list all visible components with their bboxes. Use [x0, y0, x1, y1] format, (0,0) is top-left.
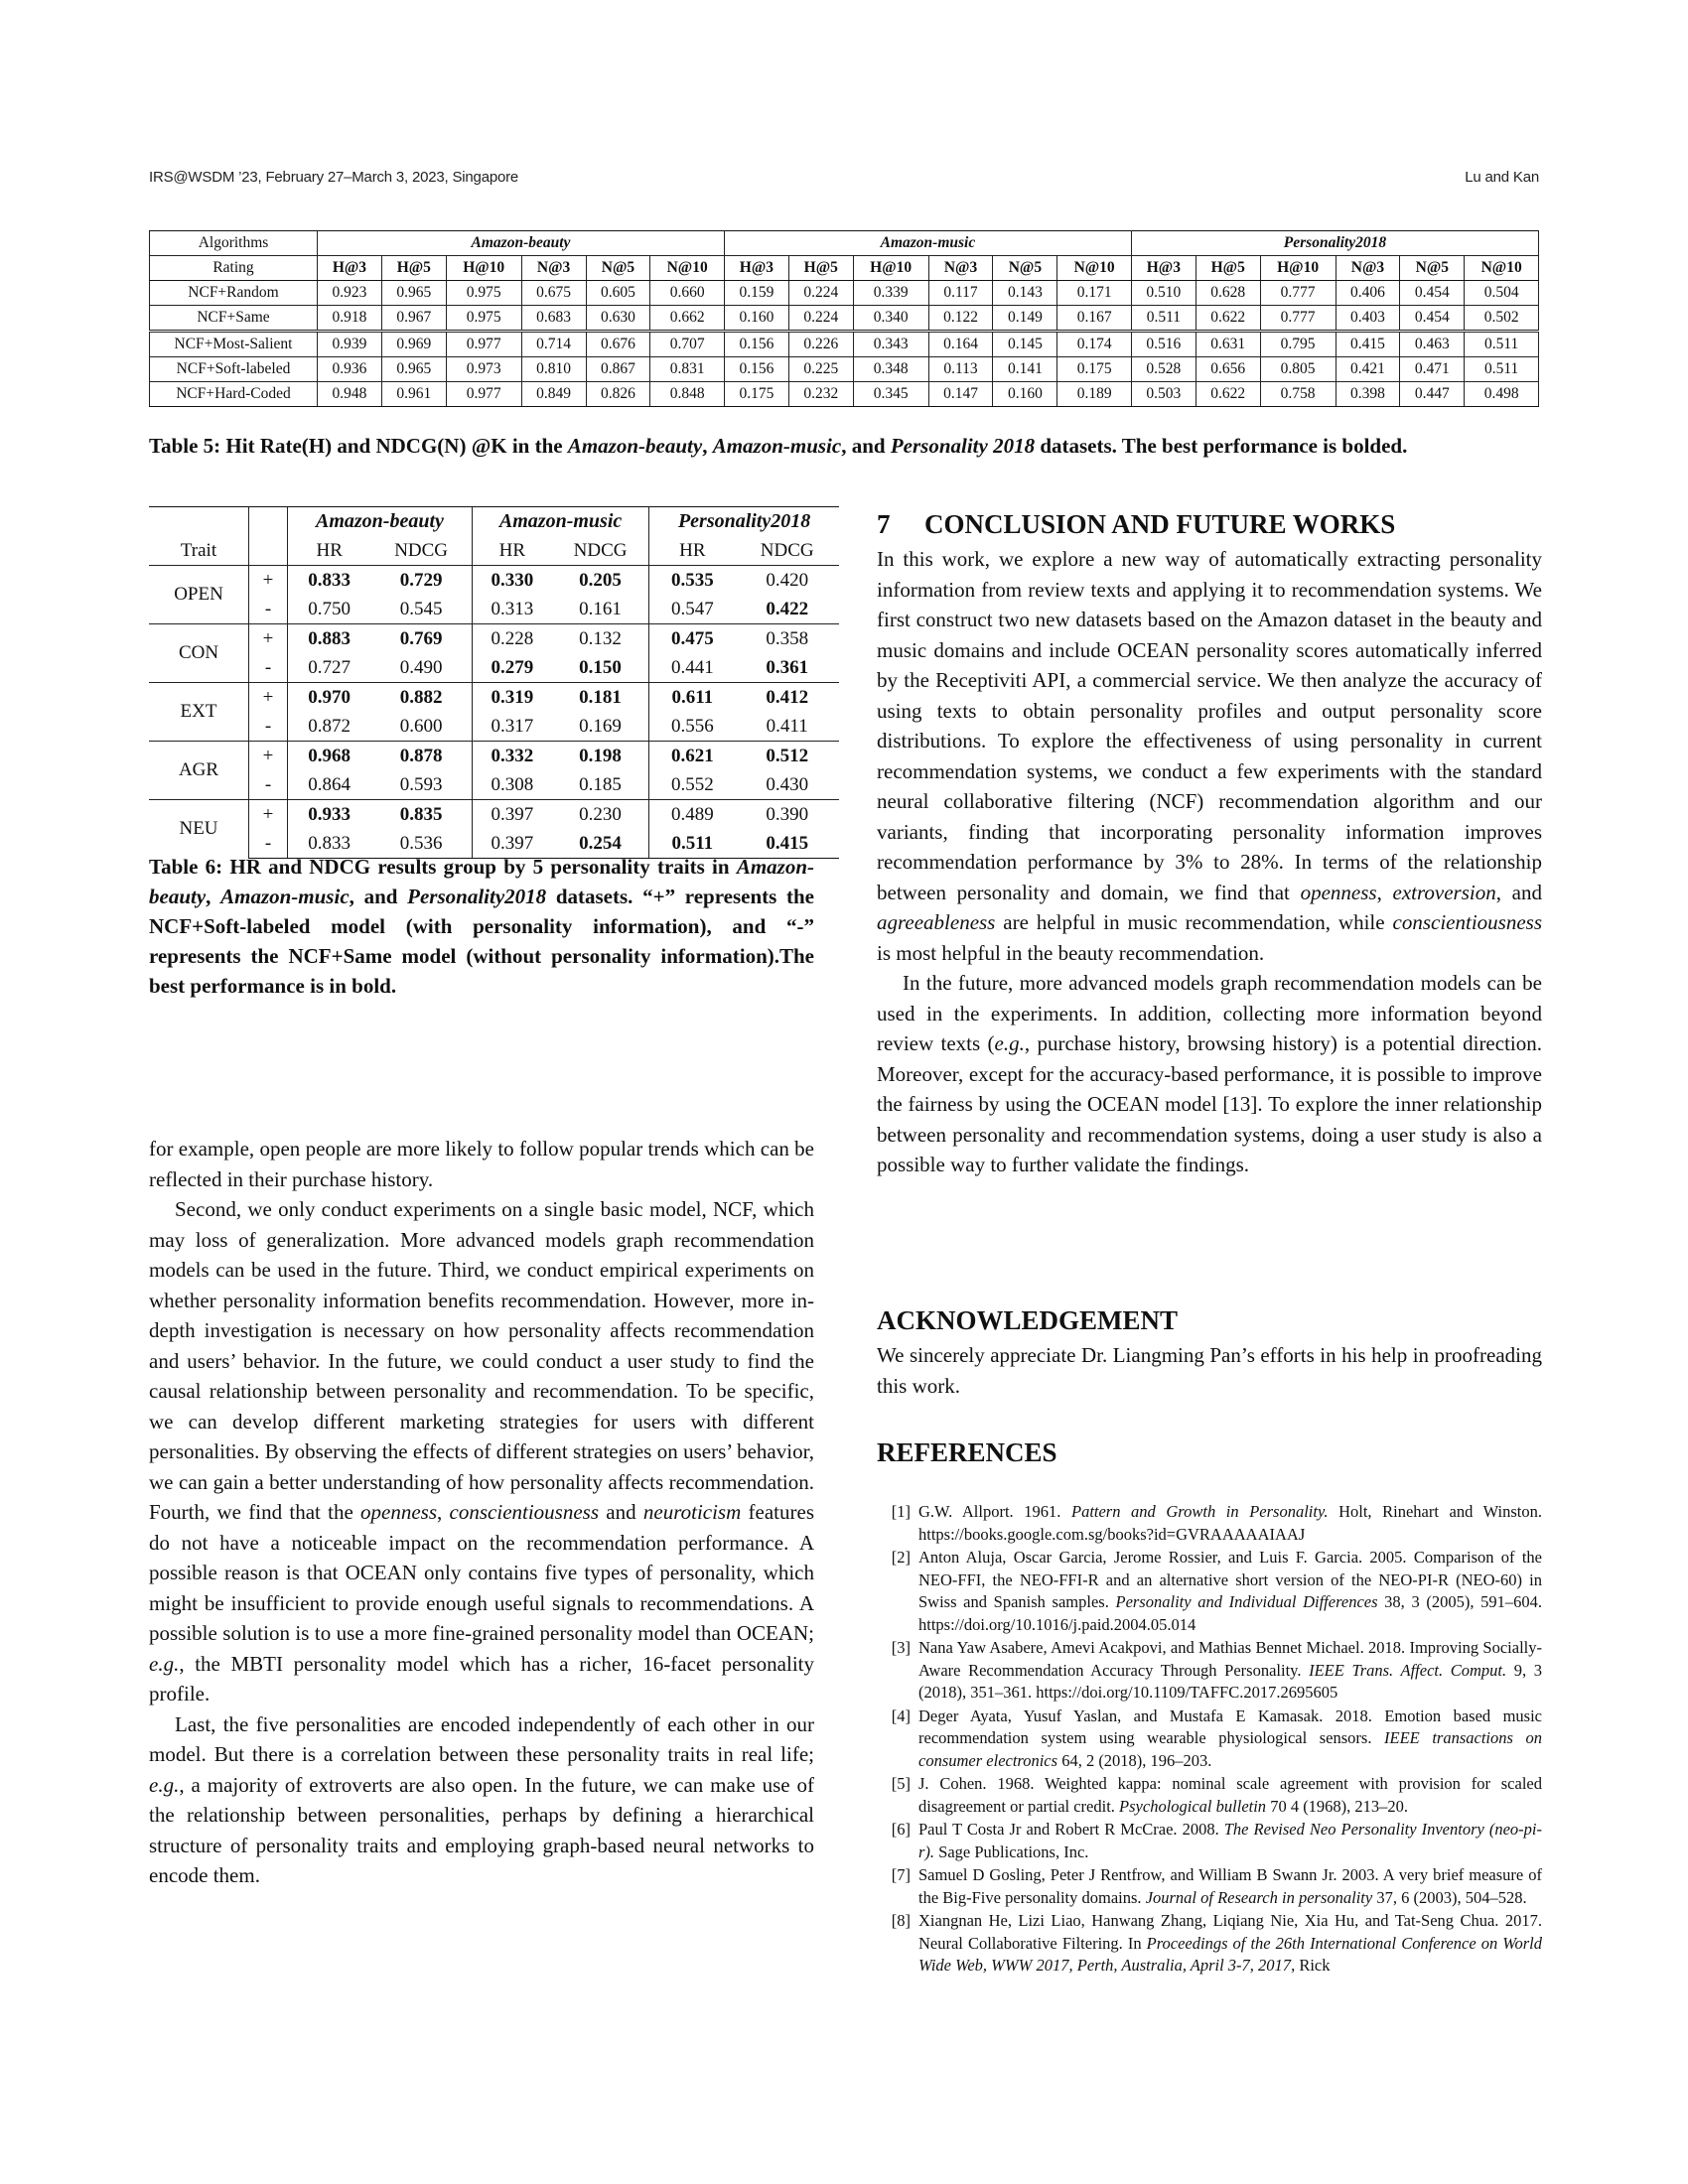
- trait-name: AGR: [149, 742, 249, 800]
- table-5: [149, 230, 1539, 407]
- sign-cell: +: [249, 683, 288, 713]
- reference-number: [5]: [891, 1774, 911, 1793]
- table-cell: 0.339: [853, 281, 928, 306]
- section-heading: 7 CONCLUSION AND FUTURE WORKS: [877, 509, 1396, 539]
- table-cell: 0.676: [586, 332, 650, 357]
- table-cell: 0.412: [735, 683, 839, 713]
- algorithms-header: Algorithms: [150, 231, 318, 256]
- table-cell: 0.965: [381, 357, 446, 382]
- table-cell: 0.181: [552, 683, 649, 713]
- metric-header: N@5: [1400, 256, 1465, 281]
- table-cell: 0.463: [1400, 332, 1465, 357]
- sign-cell: -: [249, 770, 288, 800]
- table-cell: 0.156: [724, 332, 788, 357]
- trait-name: EXT: [149, 683, 249, 742]
- table-cell: 0.332: [472, 742, 551, 771]
- table-5-metric-header: [150, 256, 1539, 281]
- table-cell: 0.707: [650, 332, 725, 357]
- table-row: [149, 800, 839, 830]
- sign-cell: -: [249, 653, 288, 683]
- sign-cell: +: [249, 566, 288, 596]
- reference-number: [1]: [891, 1502, 911, 1521]
- metric-header: H@10: [1260, 256, 1336, 281]
- sign-cell: +: [249, 742, 288, 771]
- table-cell: 0.512: [735, 742, 839, 771]
- table-cell: 0.662: [650, 306, 725, 332]
- table-cell: 0.660: [650, 281, 725, 306]
- table-cell: 0.390: [735, 800, 839, 830]
- reference-text: Anton Aluja, Oscar Garcia, Jerome Rossier, and Luis F. Garcia. 2005. Comparison of the NEO-FFI, the NEO-FFI-R and an alternative short version of the NEO-PI-R (NEO-60) in Swiss and Spanish samples. Personality and Individual Differences 38, 3 (2005), 591–604. https://doi.org/10.1016/j.paid.2004.05.014: [918, 1548, 1542, 1634]
- paragraph: In the future, more advanced models graph recommendation models can be used in the experiments. In addition, collecting more information beyond review texts (e.g., purchase history, browsing history) is a potential direction. Moreover, except for the accuracy-based performance, it is possible to improve the fairness by using the OCEAN model [13]. To explore the inner relationship between personality and recommendation systems, doing a user study is also a possible way to further validate the findings.: [877, 971, 1542, 1176]
- reference-item: [877, 1910, 1542, 1978]
- table-cell: 0.528: [1131, 357, 1196, 382]
- table-cell: 0.504: [1465, 281, 1539, 306]
- table-6-group-header: [149, 507, 839, 537]
- table-cell: 0.160: [724, 306, 788, 332]
- table-cell: 0.224: [788, 281, 853, 306]
- table-cell: 0.430: [766, 773, 809, 795]
- table-cell: 0.777: [1260, 306, 1336, 332]
- section-heading: ACKNOWLEDGEMENT: [877, 1305, 1179, 1335]
- table-cell: 0.769: [370, 624, 472, 654]
- table-cell: 0.156: [724, 357, 788, 382]
- table-cell: 0.878: [370, 742, 472, 771]
- table-cell: 0.411: [766, 715, 808, 737]
- metric-header: N@3: [928, 256, 993, 281]
- algorithm-name: NCF+Soft-labeled: [150, 357, 318, 382]
- table-cell: 0.714: [521, 332, 586, 357]
- table-cell: 0.361: [766, 656, 809, 678]
- table-cell: 0.319: [472, 683, 551, 713]
- table-cell: 0.849: [521, 382, 586, 407]
- table-cell: 0.622: [1196, 306, 1260, 332]
- group-header-personality2018: Personality2018: [1131, 231, 1538, 256]
- reference-text: J. Cohen. 1968. Weighted kappa: nominal scale agreement with provision for scaled disagreement or partial credit. Psychological bulletin 70 4 (1968), 213–20.: [918, 1774, 1542, 1816]
- reference-text: Xiangnan He, Lizi Liao, Hanwang Zhang, Liqiang Nie, Xia Hu, and Tat-Seng Chua. 2017. Neural Collaborative Filtering. In Proceedings of the 26th International Conference on World Wide Web, WWW 2017, Perth, Australia, April 3-7, 2017, Rick: [918, 1911, 1542, 1975]
- table-cell: 0.164: [928, 332, 993, 357]
- reference-text: Samuel D Gosling, Peter J Rentfrow, and William B Swann Jr. 2003. A very brief measure of the Big-Five personality domains. Journal of Research in personality 37, 6 (2003), 504–528.: [918, 1865, 1542, 1907]
- group-header-amazon-music: Amazon-music: [724, 231, 1131, 256]
- table-cell: 0.511: [649, 829, 736, 859]
- algorithm-name: NCF+Same: [150, 306, 318, 332]
- table-cell: 0.727: [288, 653, 371, 683]
- table-cell: 0.810: [521, 357, 586, 382]
- table-cell: 0.835: [370, 800, 472, 830]
- table-row: [149, 624, 839, 654]
- metric-header: N@3: [521, 256, 586, 281]
- left-column-body: [149, 1134, 814, 1891]
- table-cell: 0.397: [472, 800, 551, 830]
- table-cell: 0.511: [1465, 357, 1539, 382]
- reference-number: [6]: [891, 1820, 911, 1839]
- references-heading-block: [877, 1434, 1542, 1470]
- table-cell: 0.970: [288, 683, 371, 713]
- conclusion-section: [877, 506, 1542, 1180]
- table-5-caption: Table 5: Hit Rate(H) and NDCG(N) @K in the Amazon-beauty, Amazon-music, and Personality 2018 datasets. The best performance is bolded.: [149, 434, 1408, 458]
- table-cell: 0.122: [928, 306, 993, 332]
- metric-header: N@10: [650, 256, 725, 281]
- table-row: [150, 332, 1539, 357]
- table-cell: 0.948: [318, 382, 382, 407]
- acknowledgement-section: [877, 1302, 1542, 1401]
- table-cell: 0.605: [586, 281, 650, 306]
- table-cell: 0.969: [381, 332, 446, 357]
- sign-cell: +: [249, 800, 288, 830]
- table-row: [149, 595, 839, 624]
- table-cell: 0.621: [649, 742, 736, 771]
- reference-number: [4]: [891, 1706, 911, 1725]
- sign-cell: +: [249, 624, 288, 654]
- reference-item: [877, 1773, 1542, 1818]
- table-cell: 0.547: [649, 595, 736, 624]
- table-cell: 0.556: [649, 712, 736, 742]
- table-cell: 0.975: [446, 281, 521, 306]
- table-cell: 0.503: [1131, 382, 1196, 407]
- table-cell: 0.750: [288, 595, 371, 624]
- table-cell: 0.145: [993, 332, 1057, 357]
- reference-text: Paul T Costa Jr and Robert R McCrae. 2008. The Revised Neo Personality Inventory (neo-pi-r). Sage Publications, Inc.: [918, 1820, 1542, 1861]
- table-cell: 0.185: [579, 773, 622, 795]
- table-cell: 0.415: [1336, 332, 1400, 357]
- table-cell: 0.631: [1196, 332, 1260, 357]
- running-header: [149, 169, 1539, 186]
- table-cell: 0.805: [1260, 357, 1336, 382]
- metric-header: N@5: [586, 256, 650, 281]
- table-6-metric-header: Trait HR NDCG HR NDCG HR NDCG: [149, 536, 839, 566]
- table-cell: 0.198: [552, 742, 649, 771]
- table-cell: 0.675: [521, 281, 586, 306]
- table-cell: 0.422: [766, 598, 809, 619]
- table-cell: 0.475: [649, 624, 736, 654]
- table-cell: 0.826: [586, 382, 650, 407]
- table-cell: 0.225: [788, 357, 853, 382]
- table-cell: 0.977: [446, 332, 521, 357]
- table-cell: 0.758: [1260, 382, 1336, 407]
- table-cell: 0.918: [318, 306, 382, 332]
- metric-header: H@3: [724, 256, 788, 281]
- group-header-amazon-beauty: Amazon-beauty: [288, 507, 473, 537]
- metric-header: N@3: [1336, 256, 1400, 281]
- section-heading: REFERENCES: [877, 1437, 1057, 1467]
- running-header-venue: IRS@WSDM ’23, February 27–March 3, 2023, Singapore: [149, 169, 519, 186]
- paragraph: for example, open people are more likely to follow popular trends which can be reflected in their purchase history.: [149, 1137, 814, 1191]
- table-cell: 0.502: [1465, 306, 1539, 332]
- table-cell: 0.279: [472, 653, 551, 683]
- table-row: [150, 306, 1539, 332]
- table-row: [149, 770, 839, 800]
- table-cell: 0.535: [649, 566, 736, 596]
- metric-header: N@10: [1465, 256, 1539, 281]
- table-cell: 0.882: [370, 683, 472, 713]
- reference-item: [877, 1547, 1542, 1636]
- table-cell: 0.864: [288, 770, 371, 800]
- metric-header: H@3: [318, 256, 382, 281]
- table-cell: 0.174: [1057, 332, 1132, 357]
- table-cell: 0.345: [853, 382, 928, 407]
- table-cell: 0.536: [370, 829, 472, 859]
- metric-header: N@5: [993, 256, 1057, 281]
- table-cell: 0.490: [399, 656, 443, 678]
- table-cell: 0.169: [579, 715, 622, 737]
- table-cell: 0.511: [1465, 332, 1539, 357]
- table-cell: 0.160: [993, 382, 1057, 407]
- sign-cell: -: [249, 595, 288, 624]
- table-cell: 0.447: [1400, 382, 1465, 407]
- table-cell: 0.141: [993, 357, 1057, 382]
- table-cell: 0.189: [1057, 382, 1132, 407]
- references-list: [877, 1501, 1542, 1979]
- table-cell: 0.348: [853, 357, 928, 382]
- table-cell: 0.729: [370, 566, 472, 596]
- algorithm-name: NCF+Random: [150, 281, 318, 306]
- trait-name: NEU: [149, 800, 249, 859]
- sign-cell: -: [249, 829, 288, 859]
- table-cell: 0.967: [381, 306, 446, 332]
- table-cell: 0.254: [552, 829, 649, 859]
- table-cell: 0.441: [649, 653, 736, 683]
- table-cell: 0.113: [928, 357, 993, 382]
- table-cell: 0.961: [381, 382, 446, 407]
- table-cell: 0.161: [579, 598, 622, 619]
- table-cell: 0.683: [521, 306, 586, 332]
- table-cell: 0.454: [1400, 281, 1465, 306]
- table-cell: 0.848: [650, 382, 725, 407]
- table-cell: 0.933: [288, 800, 371, 830]
- table-cell: 0.343: [853, 332, 928, 357]
- table-cell: 0.117: [928, 281, 993, 306]
- reference-text: Deger Ayata, Yusuf Yaslan, and Mustafa E Kamasak. 2018. Emotion based music recommendation system using wearable physiological sensors. IEEE transactions on consumer electronics 64, 2 (2018), 196–203.: [918, 1706, 1542, 1770]
- metric-header: H@5: [788, 256, 853, 281]
- table-row: [150, 382, 1539, 407]
- table-cell: 0.498: [1465, 382, 1539, 407]
- reference-number: [2]: [891, 1548, 911, 1567]
- reference-item: [877, 1864, 1542, 1909]
- table-cell: 0.795: [1260, 332, 1336, 357]
- reference-item: [877, 1819, 1542, 1863]
- table-cell: 0.313: [472, 595, 551, 624]
- table-5-group-header: [150, 231, 1539, 256]
- table-row: [150, 281, 1539, 306]
- running-header-authors: Lu and Kan: [1465, 169, 1539, 186]
- table-row: [149, 742, 839, 771]
- table-cell: 0.330: [472, 566, 551, 596]
- table-cell: 0.171: [1057, 281, 1132, 306]
- table-row: [149, 653, 839, 683]
- table-cell: 0.232: [788, 382, 853, 407]
- algorithm-name: NCF+Hard-Coded: [150, 382, 318, 407]
- sign-cell: -: [249, 712, 288, 742]
- table-cell: 0.593: [399, 773, 443, 795]
- table-cell: 0.403: [1336, 306, 1400, 332]
- table-cell: 0.936: [318, 357, 382, 382]
- table-row: [149, 566, 839, 596]
- table-cell: 0.150: [579, 656, 622, 678]
- table-cell: 0.406: [1336, 281, 1400, 306]
- table-cell: 0.923: [318, 281, 382, 306]
- table-cell: 0.230: [552, 800, 649, 830]
- table-cell: 0.340: [853, 306, 928, 332]
- table-cell: 0.600: [399, 715, 443, 737]
- reference-number: [8]: [891, 1911, 911, 1930]
- metric-header: H@3: [1131, 256, 1196, 281]
- reference-text: G.W. Allport. 1961. Pattern and Growth in Personality. Holt, Rinehart and Winston. https://books.google.com.sg/books?id=GVRAAAAAIAAJ: [918, 1502, 1542, 1544]
- table-cell: 0.149: [993, 306, 1057, 332]
- paragraph: We sincerely appreciate Dr. Liangming Pan’s efforts in his help in proofreading this work.: [877, 1343, 1542, 1398]
- table-cell: 0.147: [928, 382, 993, 407]
- reference-item: [877, 1637, 1542, 1705]
- table-cell: 0.833: [288, 566, 371, 596]
- table-6: [149, 506, 839, 859]
- table-cell: 0.872: [288, 712, 371, 742]
- table-cell: 0.143: [993, 281, 1057, 306]
- table-cell: 0.777: [1260, 281, 1336, 306]
- table-cell: 0.939: [318, 332, 382, 357]
- table-cell: 0.975: [446, 306, 521, 332]
- table-cell: 0.883: [288, 624, 371, 654]
- table-cell: 0.398: [1336, 382, 1400, 407]
- table-cell: 0.224: [788, 306, 853, 332]
- reference-number: [7]: [891, 1865, 911, 1884]
- trait-name: OPEN: [149, 566, 249, 624]
- table-cell: 0.175: [724, 382, 788, 407]
- table-cell: 0.977: [446, 382, 521, 407]
- metric-header: H@10: [853, 256, 928, 281]
- group-header-amazon-beauty: Amazon-beauty: [318, 231, 725, 256]
- table-cell: 0.552: [649, 770, 736, 800]
- table-cell: 0.308: [472, 770, 551, 800]
- table-row: [149, 712, 839, 742]
- reference-text: Nana Yaw Asabere, Amevi Acakpovi, and Mathias Bennet Michael. 2018. Improving Socially-Aware Recommendation Accuracy Through Personality. IEEE Trans. Affect. Comput. 9, 3 (2018), 351–361. https://doi.org/10.1109/TAFFC.2017.2695605: [918, 1638, 1542, 1702]
- table-6-body: [149, 566, 839, 859]
- reference-item: [877, 1706, 1542, 1773]
- table-cell: 0.317: [472, 712, 551, 742]
- table-cell: 0.833: [288, 829, 371, 859]
- paragraph: Last, the five personalities are encoded independently of each other in our model. But there is a correlation between these personality traits in real life; e.g., a majority of extroverts are also open. In the future, we can make use of the relationship between personalities, perhaps by defining a hierarchical structure of personality traits and employing graph-based neural networks to encode them.: [149, 1711, 814, 1887]
- table-cell: 0.965: [381, 281, 446, 306]
- table-cell: 0.415: [735, 829, 839, 859]
- metric-header: H@5: [381, 256, 446, 281]
- table-cell: 0.656: [1196, 357, 1260, 382]
- table-cell: 0.132: [552, 624, 649, 654]
- table-cell: 0.159: [724, 281, 788, 306]
- group-header-personality2018: Personality2018: [649, 507, 839, 537]
- table-cell: 0.516: [1131, 332, 1196, 357]
- reference-item: [877, 1501, 1542, 1546]
- table-row: [149, 683, 839, 713]
- table-cell: 0.511: [1131, 306, 1196, 332]
- table-cell: 0.205: [552, 566, 649, 596]
- table-cell: 0.510: [1131, 281, 1196, 306]
- table-row: [150, 357, 1539, 382]
- metric-header: H@5: [1196, 256, 1260, 281]
- table-cell: 0.973: [446, 357, 521, 382]
- table-cell: 0.358: [735, 624, 839, 654]
- table-cell: 0.622: [1196, 382, 1260, 407]
- paragraph: Second, we only conduct experiments on a single basic model, NCF, which may loss of generalization. More advanced models graph recommendation models can be used in the future. Third, we conduct empirical experiments on whether personality information benefits recommendation. However, more in-depth investigation is necessary on how personality affects recommendation and users’ behavior. In the future, we could conduct a user study to find the causal relationship between personality and recommendation. To be specific, we can develop different marketing strategies for users with different personalities. By observing the effects of different strategies on users’ behavior, we can gain a better understanding of how personality affects recommendation. Fourth, we find that the openness, conscientiousness and neuroticism features do not have a noticeable impact on the recommendation performance. A possible reason is that OCEAN only contains five types of personality, which might be insufficient to provide enough useful signals to recommendations. A possible solution is to use a more fine-grained personality model than OCEAN; e.g., the MBTI personality model which has a richer, 16-facet personality profile.: [149, 1197, 814, 1706]
- trait-header: Trait: [180, 539, 217, 561]
- table-cell: 0.226: [788, 332, 853, 357]
- table-cell: 0.167: [1057, 306, 1132, 332]
- table-cell: 0.831: [650, 357, 725, 382]
- algorithm-name: NCF+Most-Salient: [150, 332, 318, 357]
- group-header-amazon-music: Amazon-music: [472, 507, 648, 537]
- table-cell: 0.471: [1400, 357, 1465, 382]
- table-6-caption: Table 6: HR and NDCG results group by 5 personality traits in Amazon-beauty, Amazon-music, and Personality2018 datasets. “+” represents the NCF+Soft-labeled model (with personality information), and “-” represents the NCF+Same model (without personality information).The best performance is in bold.: [149, 855, 814, 998]
- table-cell: 0.397: [472, 829, 551, 859]
- table-cell: 0.545: [399, 598, 443, 619]
- table-cell: 0.867: [586, 357, 650, 382]
- metric-header: H@10: [446, 256, 521, 281]
- table-cell: 0.175: [1057, 357, 1132, 382]
- table-cell: 0.228: [472, 624, 551, 654]
- rating-header: Rating: [150, 256, 318, 281]
- metric-header: N@10: [1057, 256, 1132, 281]
- table-cell: 0.454: [1400, 306, 1465, 332]
- paragraph: In this work, we explore a new way of automatically extracting personality information from review texts and applying it to recommendation systems. We first construct two new datasets based on the Amazon dataset in the beauty and music domains and include OCEAN personality scores automatically inferred by the Receptiviti API, a commercial service. We then analyze the accuracy of using texts to obtain personality profiles and output personality score distributions. To explore the effectiveness of using personality in current recommendation systems, we conduct a few experiments with the standard neural collaborative filtering (NCF) recommendation algorithm and our variants, finding that incorporating personality information improves recommendation performance by 3% to 28%. In terms of the relationship between personality and domain, we find that openness, extroversion, and agreeableness are helpful in music recommendation, while conscientiousness is most helpful in the beauty recommendation.: [877, 547, 1542, 965]
- table-cell: 0.630: [586, 306, 650, 332]
- table-cell: 0.489: [649, 800, 736, 830]
- table-cell: 0.420: [735, 566, 839, 596]
- table-cell: 0.421: [1336, 357, 1400, 382]
- table-cell: 0.628: [1196, 281, 1260, 306]
- table-cell: 0.611: [649, 683, 736, 713]
- trait-name: CON: [149, 624, 249, 683]
- reference-number: [3]: [891, 1638, 911, 1657]
- table-cell: 0.968: [288, 742, 371, 771]
- table-5-body: [150, 281, 1539, 407]
